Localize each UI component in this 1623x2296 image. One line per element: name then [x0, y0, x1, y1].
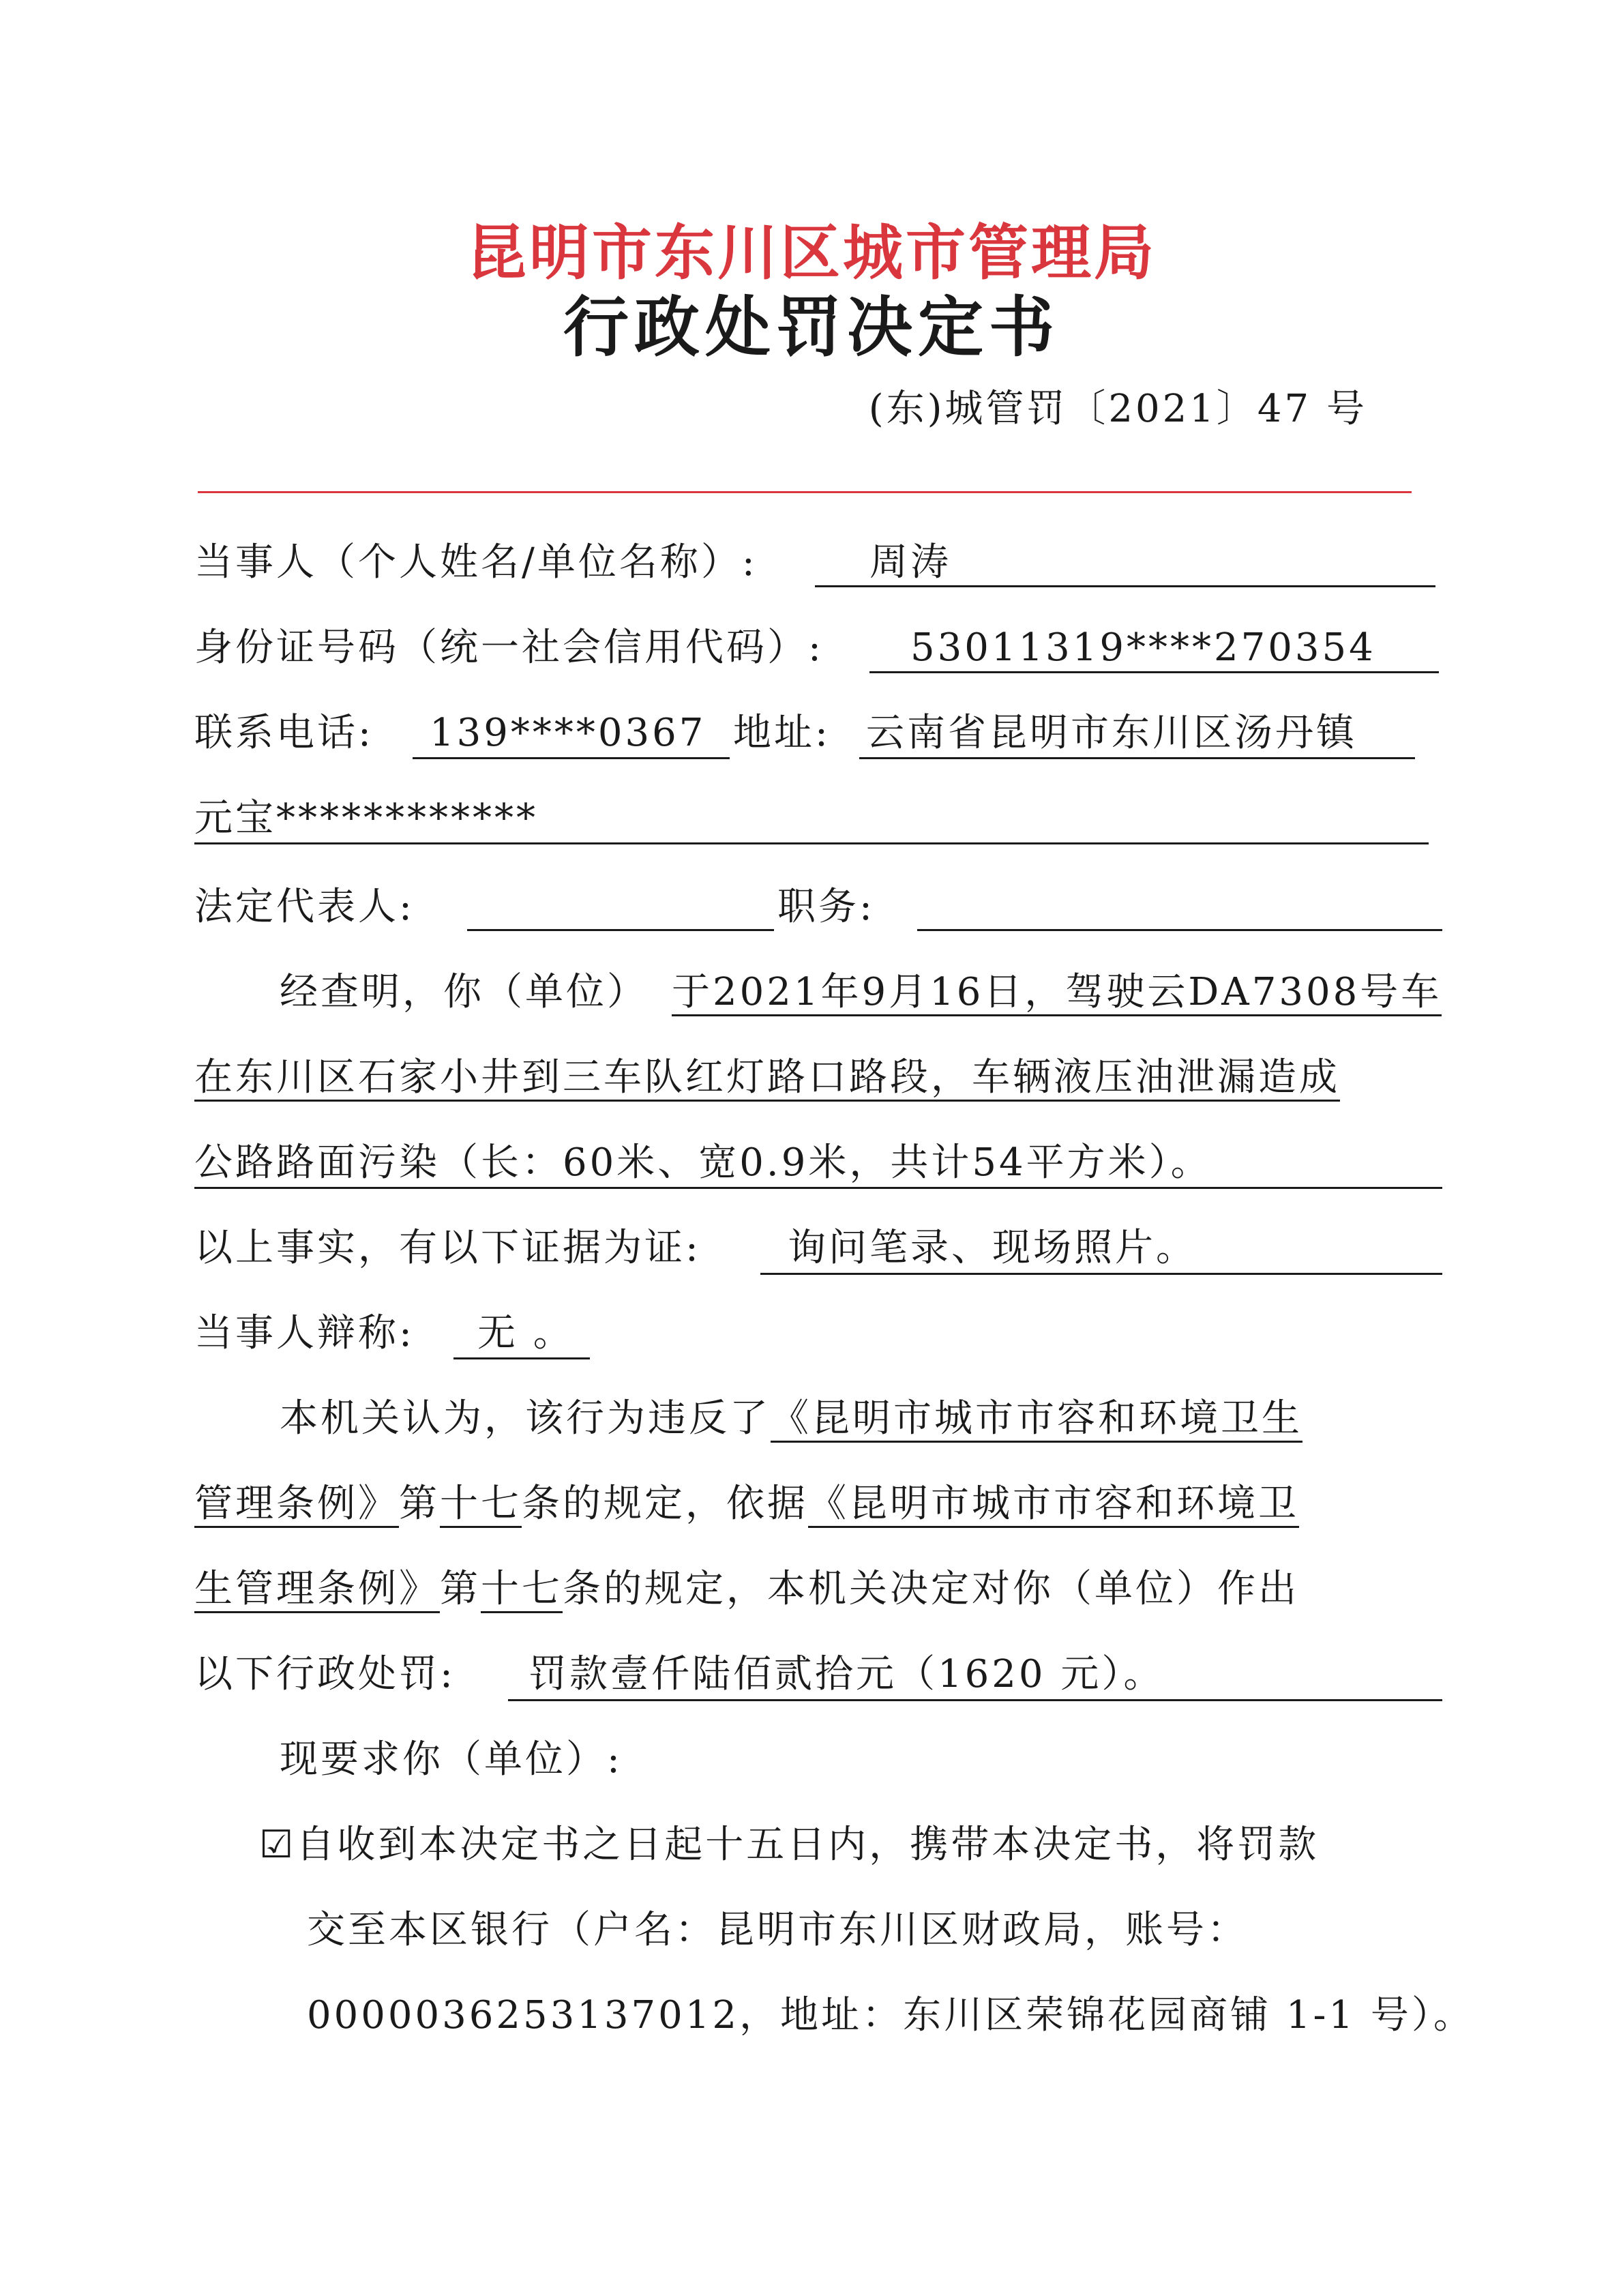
decision-law-d: 生管理条例》	[194, 1567, 440, 1613]
defense-value: 无 。	[477, 1311, 574, 1355]
decision-law-b: 管理条例》	[194, 1482, 399, 1528]
decision-law-a: 《昆明市城市市容和环境卫生	[771, 1396, 1302, 1443]
defense-label: 当事人辩称:	[194, 1311, 415, 1355]
id-number-value: 53011319****270354	[910, 625, 1376, 670]
decision-article-prefix-1: 第	[399, 1482, 440, 1526]
decision-line3	[194, 1562, 1299, 1617]
findings-line3-underline	[194, 1187, 1442, 1189]
checkbox-checked-icon: ☑	[259, 1823, 297, 1867]
document-title: 行政处罚决定书	[563, 289, 1060, 366]
phone-label: 联系电话:	[194, 711, 374, 755]
requirement-text-1: 自收到本决定书之日起十五日内，携带本决定书，将罚款	[296, 1823, 1320, 1867]
id-number-label: 身份证号码（统一社会信用代码）:	[194, 625, 824, 670]
document-number: (东)城管罚〔2021〕47 号	[868, 387, 1367, 431]
findings-line2-text: 在东川区石家小井到三车队红灯路口路段，车辆液压油泄漏造成	[194, 1055, 1340, 1102]
decision-line2	[194, 1477, 1299, 1531]
penalty-value: 罚款壹仟陆佰贰拾元（1620 元）。	[528, 1652, 1165, 1696]
address-value-line2: 元宝************	[194, 796, 538, 840]
findings-line3: 公路路面污染（长：60米、宽0.9米，共计54平方米）。	[194, 1140, 1212, 1185]
legal-rep-underline	[467, 929, 774, 931]
decision-article-1: 十七	[440, 1482, 522, 1528]
decision-tail: 条的规定，本机关决定对你（单位）作出	[563, 1567, 1299, 1611]
header-red-rule	[198, 491, 1412, 493]
phone-value: 139****0367	[430, 711, 706, 755]
party-name-label: 当事人（个人姓名/单位名称）:	[194, 540, 758, 585]
decision-prefix: 本机关认为，该行为违反了	[280, 1396, 771, 1441]
decision-article-2: 十七	[481, 1567, 563, 1613]
findings-intro: 经查明，你（单位）	[280, 970, 648, 1014]
findings-line2	[194, 1050, 1340, 1105]
findings-line1	[672, 965, 1442, 1020]
position-underline	[917, 929, 1442, 931]
requirement-item-line2: 交至本区银行（户名：昆明市东川区财政局，账号：	[307, 1908, 1248, 1952]
address-label: 地址:	[733, 711, 831, 755]
decision-mid: 条的规定，依据	[522, 1482, 808, 1526]
decision-law-c: 《昆明市城市市容和环境卫	[808, 1482, 1299, 1528]
position-label: 职务:	[777, 885, 875, 929]
decision-article-prefix-2: 第	[440, 1567, 481, 1611]
requirements-intro: 现要求你（单位）:	[280, 1737, 623, 1782]
penalty-label: 以下行政处罚:	[194, 1652, 456, 1696]
requirement-item-line1	[259, 1818, 1319, 1872]
requirement-item-line3: 0000036253137012，地址：东川区荣锦花园商铺 1-1 号）。	[307, 1993, 1474, 2037]
decision-line1	[280, 1392, 1302, 1446]
evidence-label: 以上事实，有以下证据为证:	[194, 1226, 701, 1270]
findings-line1-text: 于2021年9月16日，驾驶云DA7308号车	[672, 970, 1442, 1016]
party-name-value: 周涛	[869, 540, 951, 585]
legal-rep-label: 法定代表人:	[194, 885, 415, 929]
issuing-agency: 昆明市东川区城市管理局	[466, 217, 1157, 288]
address-value-line1: 云南省昆明市东川区汤丹镇	[866, 711, 1357, 755]
evidence-value: 询问笔录、现场照片。	[788, 1226, 1197, 1270]
